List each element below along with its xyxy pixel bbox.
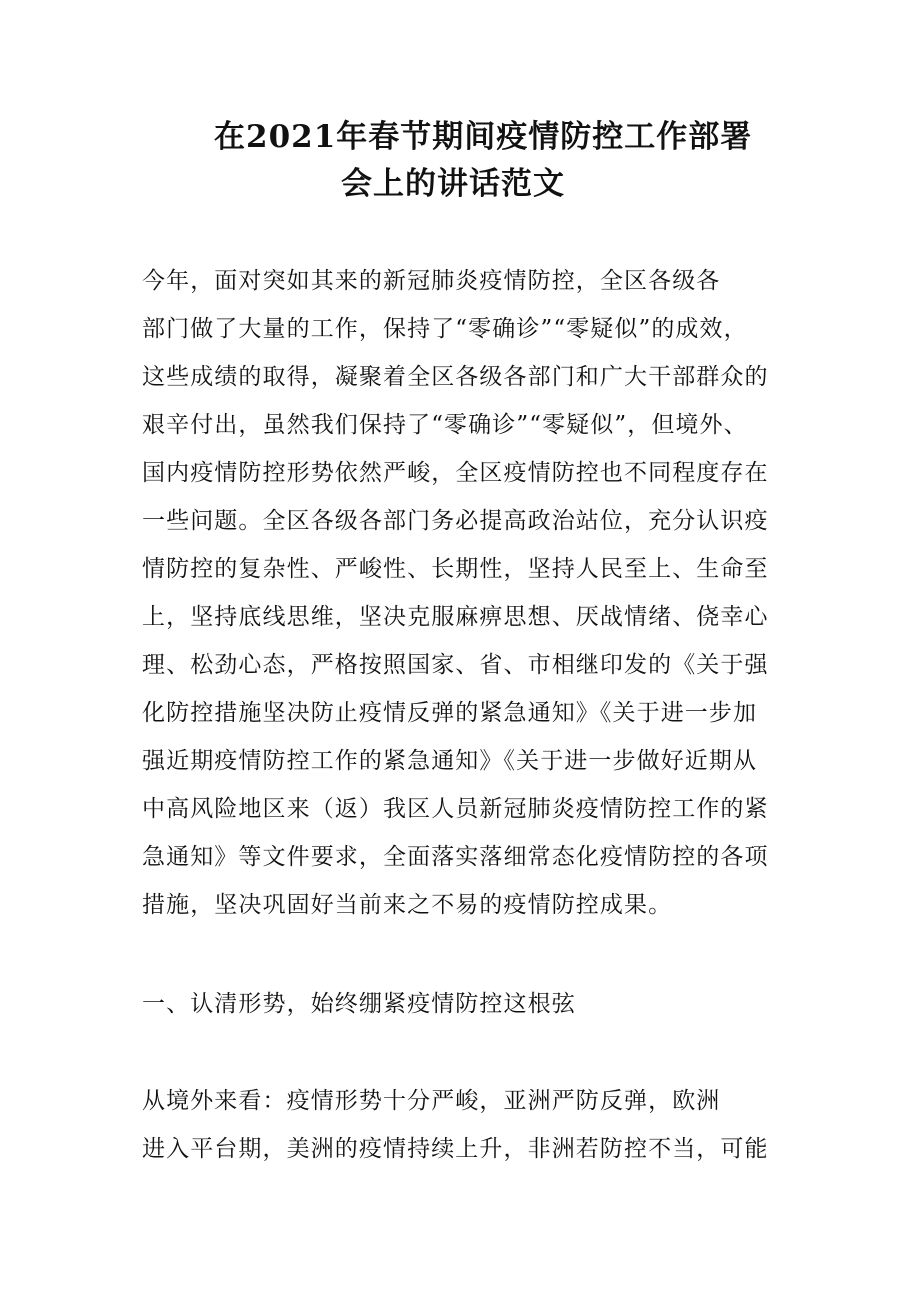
text-line: 一些问题。全区各级各部门务必提高政治站位，充分认识疫 xyxy=(142,508,769,534)
text-line: 中高风险地区来（返）我区人员新冠肺炎疫情防控工作的紧 xyxy=(142,796,769,822)
section-heading: 一、认清形势，始终绷紧疫情防控这根弦 xyxy=(142,991,576,1017)
text-line: 国内疫情防控形势依然严峻，全区疫情防控也不同程度存在 xyxy=(142,460,769,486)
text-line: 艰辛付出，虽然我们保持了“零确诊”“零疑似”，但境外、 xyxy=(142,412,748,438)
text-line: 化防控措施坚决防止疫情反弹的紧急通知》《关于进一步加 xyxy=(142,700,758,726)
document-title-line-2: 会上的讲话范文 xyxy=(341,166,565,202)
text-line: 情防控的复杂性、严峻性、长期性，坚持人民至上、生命至 xyxy=(142,556,769,582)
text-line: 理、松劲心态，严格按照国家、省、市相继印发的《关于强 xyxy=(142,652,769,678)
text-line: 进入平台期，美洲的疫情持续上升，非洲若防控不当，可能 xyxy=(142,1136,769,1162)
text-line: 这些成绩的取得，凝聚着全区各级各部门和广大干部群众的 xyxy=(142,364,769,390)
text-line: 上，坚持底线思维，坚决克服麻痹思想、厌战情绪、侥幸心 xyxy=(142,604,769,630)
document-title-line-1: 在2021年春节期间疫情防控工作部署 xyxy=(214,119,753,155)
text-line: 从境外来看：疫情形势十分严峻，亚洲严防反弹，欧洲 xyxy=(142,1088,721,1114)
text-line: 措施，坚决巩固好当前来之不易的疫情防控成果。 xyxy=(142,892,673,918)
text-line: 今年，面对突如其来的新冠肺炎疫情防控，全区各级各 xyxy=(142,268,721,294)
text-line: 部门做了大量的工作，保持了“零确诊”“零疑似”的成效， xyxy=(142,316,748,342)
text-line: 急通知》等文件要求，全面落实落细常态化疫情防控的各项 xyxy=(142,844,769,870)
text-line: 强近期疫情防控工作的紧急通知》《关于进一步做好近期从 xyxy=(142,748,758,774)
